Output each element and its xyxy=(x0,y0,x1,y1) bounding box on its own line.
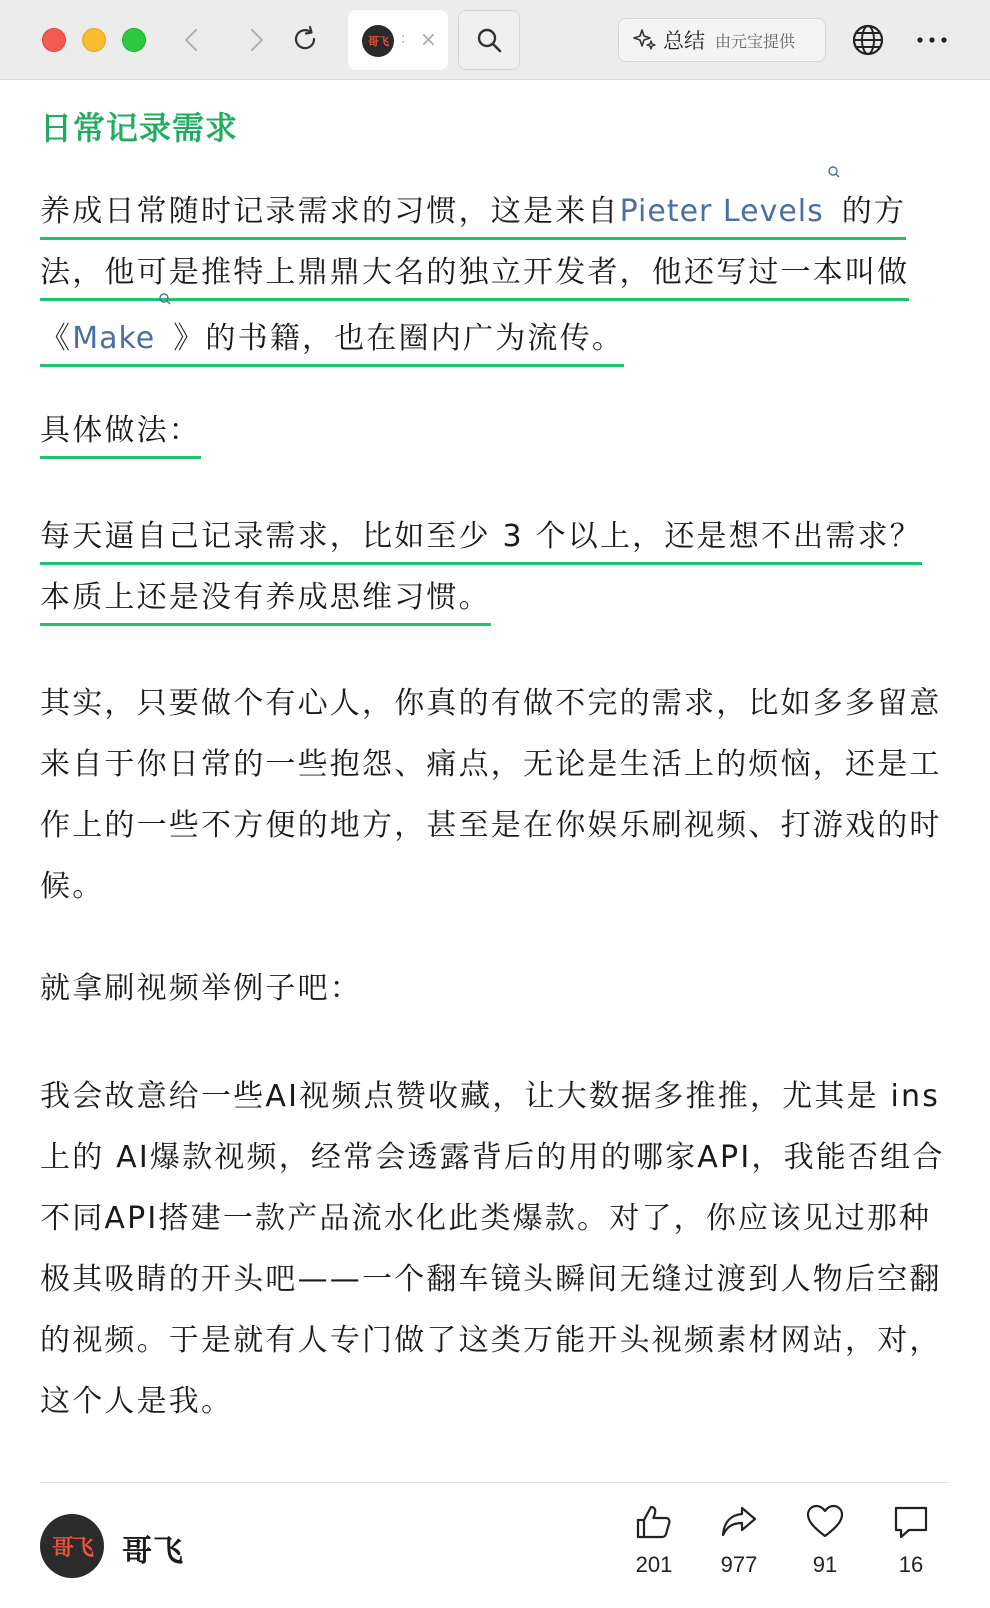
translate-button[interactable] xyxy=(850,22,886,58)
active-tab[interactable] xyxy=(348,10,448,70)
heart-icon xyxy=(805,1502,845,1542)
browser-toolbar xyxy=(0,0,990,80)
summary-button[interactable] xyxy=(618,18,826,62)
tab-title: ： xyxy=(400,31,414,47)
share-count: 977 xyxy=(720,1552,758,1577)
paragraph-ai-video: 我会故意给一些AI视频点赞收藏，让大数据多推推，尤其是 ins 上的 AI爆款视频，经常会透露背后的用的哪家API，我能否组合不同API搭建一款产品流水化此类爆款。对了，你应该见过那种极其吸睛的开头吧——一个翻车镜头瞬间无缝过渡到人物后空翻的视频。于是就有人专门做了这类万能开头视频素材网站，对，这个人是我。 xyxy=(40,1079,945,1419)
tab-favicon: 哥飞 xyxy=(362,25,394,57)
close-window-button[interactable] xyxy=(42,28,66,52)
favorite-count: 91 xyxy=(812,1552,838,1577)
section-title: 日常记录需求 xyxy=(40,109,239,147)
favorite-button[interactable] xyxy=(790,1502,860,1578)
highlight-text: 每天逼自己记录需求，比如至少 3 个以上，还是想不出需求？本质上还是没有养成思维习惯。 xyxy=(40,519,922,626)
more-icon xyxy=(912,22,952,58)
tab-close-icon[interactable]: × xyxy=(420,27,437,51)
comment-count: 16 xyxy=(898,1552,924,1577)
highlight-text: 具体做法： xyxy=(40,413,201,459)
author-name[interactable]: 哥飞 xyxy=(122,1534,184,1569)
link-make[interactable]: Make xyxy=(72,321,173,356)
paragraph-example-heading: 就拿刷视频举例子吧： xyxy=(40,971,362,1006)
paragraph-daily-record xyxy=(40,506,950,628)
chevron-right-icon xyxy=(238,22,274,58)
footer-divider xyxy=(40,1482,950,1483)
paragraph-method-heading xyxy=(40,400,950,461)
reload-icon xyxy=(288,22,324,58)
share-button[interactable] xyxy=(704,1502,774,1578)
highlight-text: 养成日常随时记录需求的习惯，这是来自Pieter Levels 的方法，他可是推特上鼎鼎大名的独立开发者，他还写过一本叫做《Make 》的书籍，也在圈内广为流传。 xyxy=(40,194,909,367)
search-icon xyxy=(475,26,503,54)
search-icon xyxy=(157,325,173,341)
comment-icon xyxy=(891,1502,931,1542)
more-menu-button[interactable] xyxy=(912,22,952,58)
link-pieter-levels[interactable]: Pieter Levels xyxy=(620,194,842,229)
search-icon xyxy=(826,198,842,214)
forward-button[interactable] xyxy=(238,22,274,58)
reload-button[interactable] xyxy=(288,22,324,58)
search-button[interactable] xyxy=(458,10,520,70)
share-icon xyxy=(719,1502,759,1542)
zoom-window-button[interactable] xyxy=(122,28,146,52)
chevron-left-icon xyxy=(174,22,210,58)
summary-label: 总结 xyxy=(663,29,705,53)
paragraph-observe: 其实，只要做个有心人，你真的有做不完的需求，比如多多留意来自于你日常的一些抱怨、痛点，无论是生活上的烦恼，还是工作上的一些不方便的地方，甚至是在你娱乐刷视频、打游戏的时候。 xyxy=(40,686,942,904)
thumbs-up-icon xyxy=(634,1502,674,1542)
like-count: 201 xyxy=(635,1552,673,1577)
summary-provider: 由元宝提供 xyxy=(715,31,796,51)
sparkle-icon xyxy=(633,28,657,52)
globe-icon xyxy=(850,22,886,58)
comment-button[interactable] xyxy=(876,1502,946,1578)
paragraph-intro xyxy=(40,176,950,369)
author-avatar[interactable]: 哥飞 xyxy=(40,1514,104,1578)
minimize-window-button[interactable] xyxy=(82,28,106,52)
like-button[interactable] xyxy=(619,1502,689,1578)
back-button[interactable] xyxy=(174,22,210,58)
